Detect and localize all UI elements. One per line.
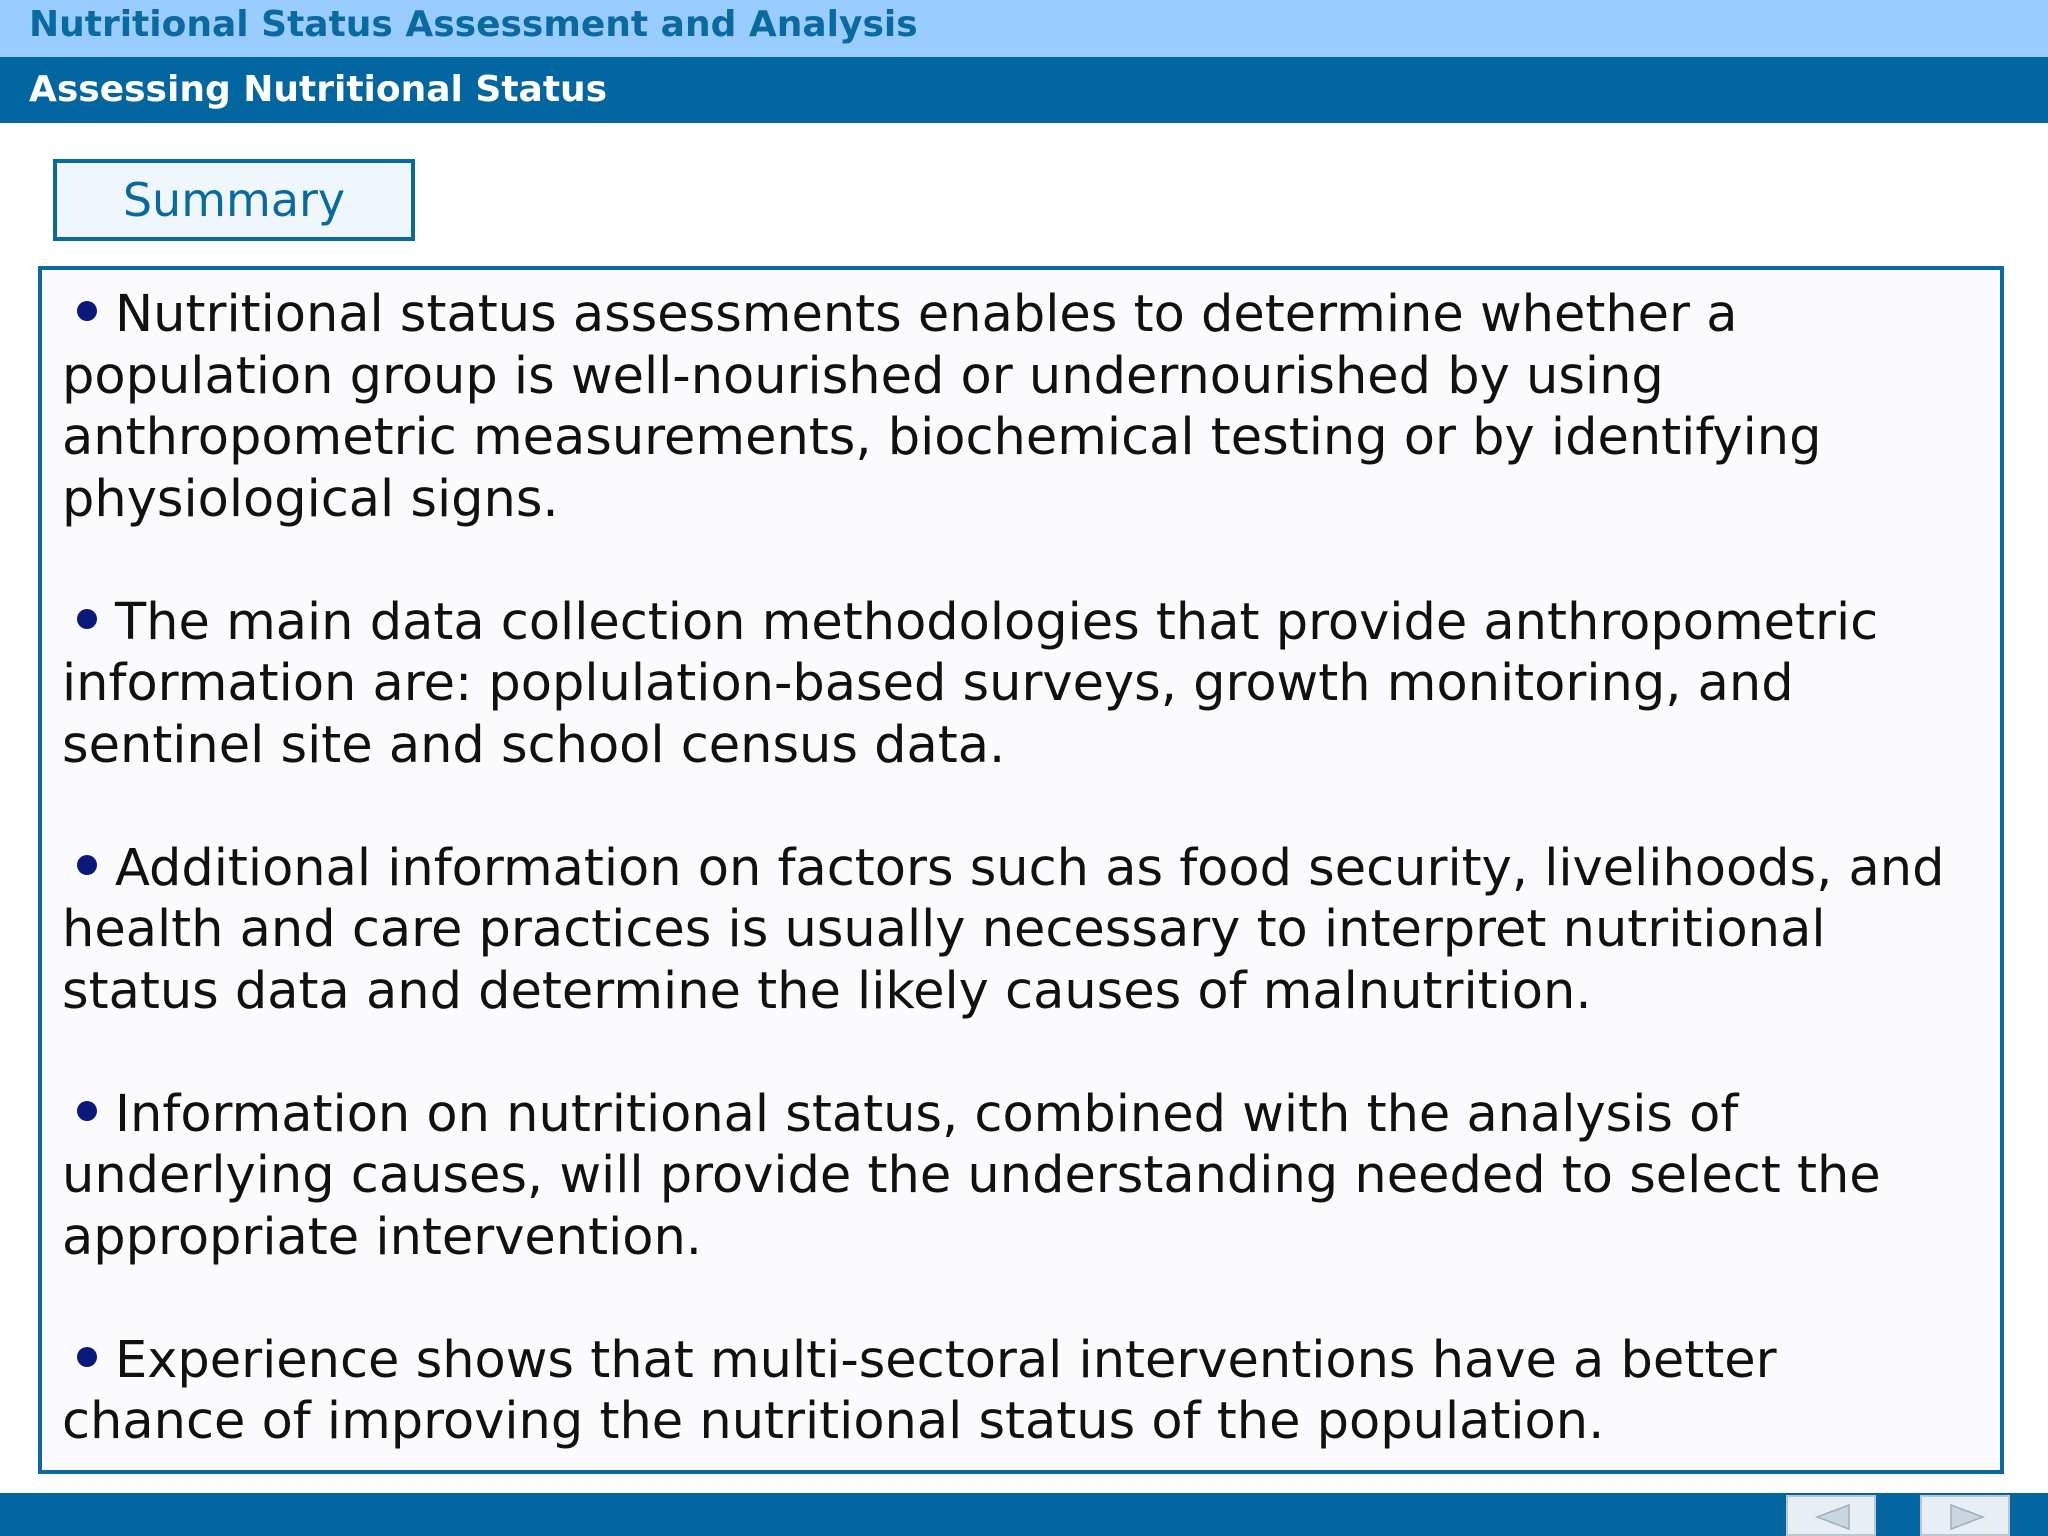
bullet-dot-icon: [77, 855, 97, 875]
summary-tab-label: Summary: [122, 173, 346, 227]
bullet-dot-icon: [77, 609, 97, 629]
summary-bullet-list: [62, 284, 2002, 1514]
summary-bullet-text: Nutritional status assessments enables to determine whether a population group is well-nourished or undernourished by using anthropometric measurements, biochemical testing or by identifying physiological signs.: [62, 285, 1822, 529]
summary-bullet: [62, 592, 2002, 777]
section-title-bar: [0, 57, 2048, 123]
course-title-bar: [0, 0, 2048, 57]
section-title: Assessing Nutritional Status: [29, 69, 608, 110]
next-button[interactable]: [1920, 1495, 2010, 1536]
summary-bullet: [62, 1084, 2002, 1269]
left-triangle-icon: [1813, 1503, 1853, 1531]
summary-bullet: [62, 838, 2002, 1023]
previous-button[interactable]: [1786, 1495, 1876, 1536]
summary-bullet-text: The main data collection methodologies that provide anthropometric information are: poplulation-based surveys, growth monitoring, and sentinel site and school census data.: [62, 592, 1879, 775]
course-title: Nutritional Status Assessment and Analysis: [29, 4, 918, 45]
summary-bullet-text: Additional information on factors such as food security, livelihoods, and health and care practices is usually necessary to interpret nutritional status data and determine the likely causes of malnutrition.: [62, 838, 1945, 1021]
bullet-dot-icon: [77, 301, 97, 321]
summary-bullet-text: Information on nutritional status, combined with the analysis of underlying causes, will provide the understanding needed to select the appropriate intervention.: [62, 1084, 1881, 1267]
bullet-dot-icon: [77, 1101, 97, 1121]
summary-bullet: [62, 284, 2002, 530]
summary-content-box: [38, 266, 2004, 1474]
summary-tab: [53, 159, 415, 241]
bullet-dot-icon: [77, 1347, 97, 1367]
right-triangle-icon: [1947, 1503, 1987, 1531]
summary-bullet-text: Experience shows that multi-sectoral interventions have a better chance of improving the nutritional status of the population.: [62, 1330, 1777, 1451]
summary-bullet: [62, 1330, 2002, 1453]
footer-bar: [0, 1493, 2048, 1536]
